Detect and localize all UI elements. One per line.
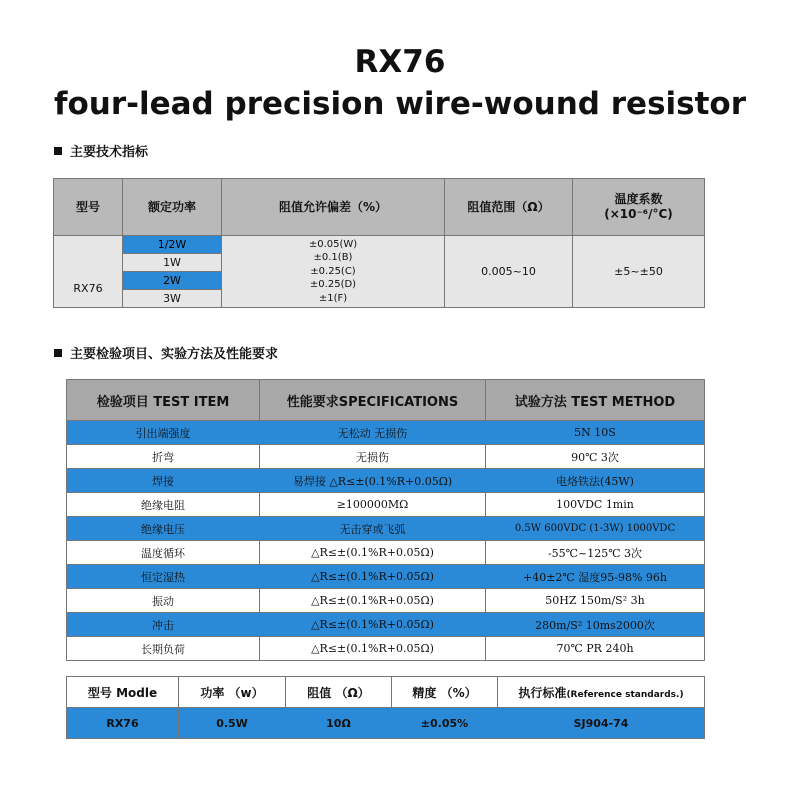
power-cell: 1/2W xyxy=(123,236,222,254)
spec-cell: △R≤±(0.1%R+0.05Ω) xyxy=(260,613,486,637)
spec-cell: △R≤±(0.1%R+0.05Ω) xyxy=(260,541,486,565)
header-test-method: 试验方法 TEST METHOD xyxy=(486,380,705,421)
spec-cell: 无击穿或飞弧 xyxy=(260,517,486,541)
table-row xyxy=(67,565,705,589)
table-row xyxy=(67,637,705,661)
table-row xyxy=(67,421,705,445)
bullet-square-icon xyxy=(54,147,62,155)
item-cell: 绝缘电压 xyxy=(67,517,260,541)
method-cell: 280m/S² 10ms2000次 xyxy=(486,613,705,637)
section1-heading xyxy=(54,141,148,160)
header-tempcoef-line1: 温度系数 xyxy=(614,192,663,206)
power-value: 0.5W xyxy=(179,708,286,739)
test-table xyxy=(66,379,705,661)
method-cell: 电烙铁法(45W) xyxy=(486,469,705,493)
model-value: RX76 xyxy=(67,708,179,739)
item-cell: 焊接 xyxy=(67,469,260,493)
item-cell: 长期负荷 xyxy=(67,637,260,661)
method-cell: 70℃ PR 240h xyxy=(486,637,705,661)
spec-cell: △R≤±(0.1%R+0.05Ω) xyxy=(260,589,486,613)
method-cell: 50HZ 150m/S² 3h xyxy=(486,589,705,613)
resistance-value: 10Ω xyxy=(286,708,392,739)
item-cell: 恒定湿热 xyxy=(67,565,260,589)
tolerance-line: ±1(F) xyxy=(318,292,348,304)
table-row xyxy=(67,708,705,739)
method-cell: -55℃~125℃ 3次 xyxy=(486,541,705,565)
header-tempcoef-line2: (×10⁻⁶/°C) xyxy=(604,207,673,221)
header-resistance: 阻值 （Ω） xyxy=(286,677,392,708)
spec-cell: 无损伤 xyxy=(260,445,486,469)
method-cell: 90℃ 3次 xyxy=(486,445,705,469)
method-cell: 100VDC 1min xyxy=(486,493,705,517)
page-title: RX76 xyxy=(354,44,446,80)
spec-cell: ≥100000MΩ xyxy=(260,493,486,517)
header-test-item: 检验项目 TEST ITEM xyxy=(67,380,260,421)
power-cell: 3W xyxy=(123,290,222,308)
spec-cell: △R≤±(0.1%R+0.05Ω) xyxy=(260,637,486,661)
tolerance-line: ±0.05(W) xyxy=(308,238,358,250)
header-specifications: 性能要求SPECIFICATIONS xyxy=(260,380,486,421)
header-tolerance: 阻值允许偏差（%） xyxy=(222,179,445,236)
header-power: 额定功率 xyxy=(123,179,222,236)
header-power: 功率 （w） xyxy=(179,677,286,708)
model-cell: RX76 xyxy=(54,236,123,308)
header-range: 阻值范围（Ω） xyxy=(445,179,573,236)
table-row xyxy=(67,613,705,637)
method-cell: 0.5W 600VDC (1-3W) 1000VDC xyxy=(486,517,705,541)
spec-cell: 易焊接 △R≤±(0.1%R+0.05Ω) xyxy=(260,469,486,493)
item-cell: 冲击 xyxy=(67,613,260,637)
tolerance-cell xyxy=(222,236,445,308)
header-model: 型号 Modle xyxy=(67,677,179,708)
standard-value: SJ904-74 xyxy=(498,708,705,739)
header-tempcoef xyxy=(573,179,705,236)
header-standard-label: 执行标准 xyxy=(518,685,567,700)
bullet-square-icon xyxy=(54,349,62,357)
model-summary-table xyxy=(66,676,705,739)
tolerance-line: ±0.25(D) xyxy=(309,279,357,291)
precision-value: ±0.05% xyxy=(392,708,498,739)
item-cell: 折弯 xyxy=(67,445,260,469)
table-row xyxy=(67,589,705,613)
power-cell: 1W xyxy=(123,254,222,272)
tolerance-line: ±0.1(B) xyxy=(313,252,353,264)
header-standard xyxy=(498,677,705,708)
range-cell: 0.005~10 xyxy=(445,236,573,308)
tolerance-line: ±0.25(C) xyxy=(310,265,356,277)
table-row xyxy=(67,541,705,565)
spec-cell: △R≤±(0.1%R+0.05Ω) xyxy=(260,565,486,589)
item-cell: 振动 xyxy=(67,589,260,613)
table-row xyxy=(67,469,705,493)
table-row xyxy=(67,445,705,469)
method-cell: +40±2℃ 湿度95-98% 96h xyxy=(486,565,705,589)
section1-label: 主要技术指标 xyxy=(70,145,149,160)
header-precision: 精度 （%） xyxy=(392,677,498,708)
header-model: 型号 xyxy=(54,179,123,236)
table-row xyxy=(67,517,705,541)
section2-label: 主要检验项目、实验方法及性能要求 xyxy=(70,347,279,362)
spec-table xyxy=(53,178,705,308)
item-cell: 温度循环 xyxy=(67,541,260,565)
section2-heading xyxy=(54,343,278,362)
spec-cell: 无松动 无损伤 xyxy=(260,421,486,445)
table-row xyxy=(67,493,705,517)
page-subtitle: four-lead precision wire-wound resistor xyxy=(53,86,747,122)
item-cell: 绝缘电阻 xyxy=(67,493,260,517)
tempcoef-cell: ±5~±50 xyxy=(573,236,705,308)
header-standard-note: (Reference standards.) xyxy=(566,689,684,700)
power-cell: 2W xyxy=(123,272,222,290)
item-cell: 引出端强度 xyxy=(67,421,260,445)
method-cell: 5N 10S xyxy=(486,421,705,445)
